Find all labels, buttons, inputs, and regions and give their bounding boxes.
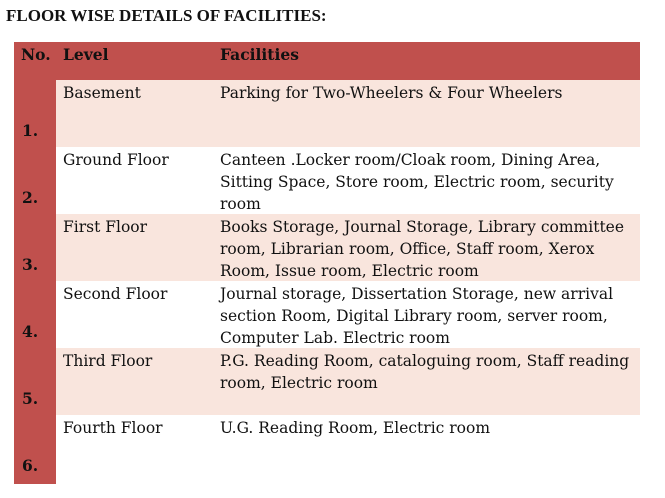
facilities-cell: U.G. Reading Room, Electric room [220, 419, 491, 437]
row-number: 4. [22, 322, 39, 341]
facilities-cell: Canteen .Locker room/Cloak room, Dining Area, Sitting Space, Store room, Electric room, security room [220, 151, 614, 213]
facilities-cell: Journal storage, Dissertation Storage, new arrival section Room, Digital Library room, server room, Computer Lab. Electric room [220, 285, 614, 347]
table-row [56, 214, 640, 281]
facilities-cell: P.G. Reading Room, cataloguing room, Staff reading room, Electric room [220, 352, 630, 392]
facilities-cell: Parking for Two-Wheelers & Four Wheelers [220, 84, 563, 102]
row-number: 2. [22, 188, 39, 207]
level-cell: Basement [63, 84, 141, 102]
facilities-cell: Books Storage, Journal Storage, Library committee room, Librarian room, Office, Staff room, Xerox Room, Issue room, Electric room [220, 218, 625, 280]
table-row [56, 147, 640, 214]
level-cell: Third Floor [63, 352, 153, 370]
table-row [56, 348, 640, 415]
row-number: 3. [22, 255, 39, 274]
level-cell: Second Floor [63, 285, 168, 303]
row-number: 5. [22, 389, 39, 408]
table-row [56, 80, 640, 147]
table-row [56, 415, 640, 484]
header-no: No. [21, 45, 51, 64]
level-cell: Fourth Floor [63, 419, 163, 437]
table-header-row [14, 42, 640, 80]
table-row [56, 281, 640, 348]
level-cell: First Floor [63, 218, 148, 236]
row-number: 1. [22, 121, 39, 140]
header-level: Level [63, 45, 109, 64]
number-column [14, 80, 56, 484]
facilities-table [14, 42, 640, 484]
header-facilities: Facilities [220, 45, 299, 64]
level-cell: Ground Floor [63, 151, 169, 169]
page-title: FLOOR WISE DETAILS OF FACILITIES: [6, 6, 327, 25]
row-number: 6. [22, 456, 39, 475]
